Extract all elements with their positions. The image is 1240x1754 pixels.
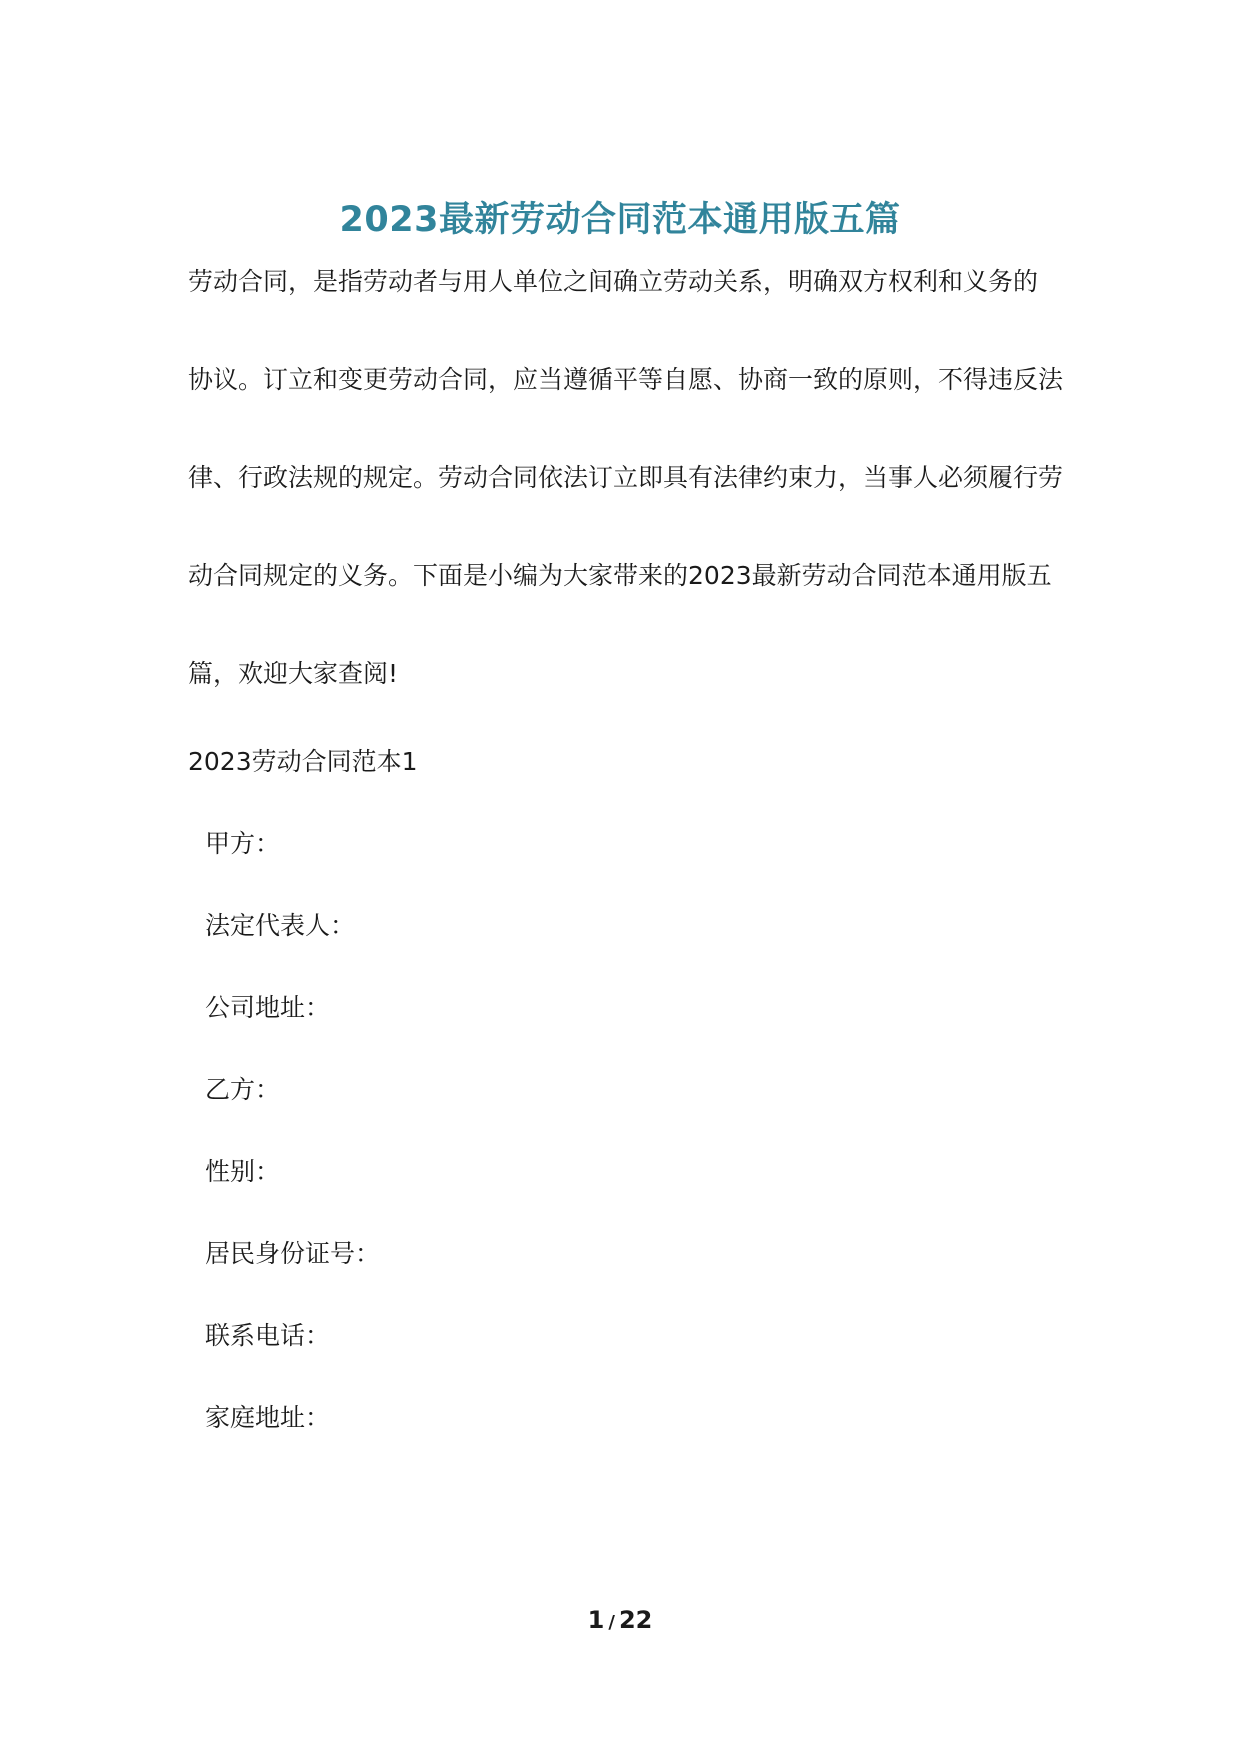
current-page: 1	[587, 1606, 605, 1634]
field-gender: 性别：	[205, 1157, 281, 1186]
field-company-address: 公司地址：	[205, 993, 331, 1022]
page-number	[0, 1604, 1240, 1639]
document-title: 2023最新劳动合同范本通用版五篇	[339, 200, 901, 240]
intro-line: 协议。订立和变更劳动合同，应当遵循平等自愿、协商一致的原则，不得违反法	[188, 365, 1064, 394]
field-legal-representative: 法定代表人：	[205, 911, 356, 940]
intro-line: 篇，欢迎大家查阅!	[188, 659, 399, 688]
field-id-number: 居民身份证号：	[205, 1239, 381, 1268]
intro-line: 律、行政法规的规定。劳动合同依法订立即具有法律约束力，当事人必须履行劳	[188, 463, 1064, 492]
section-heading: 2023劳动合同范本1	[188, 747, 418, 776]
intro-paragraph	[188, 266, 1068, 756]
field-home-address: 家庭地址：	[205, 1403, 331, 1432]
field-phone: 联系电话：	[205, 1321, 331, 1350]
total-pages: 22	[618, 1606, 653, 1634]
intro-line: 动合同规定的义务。下面是小编为大家带来的2023最新劳动合同范本通用版五	[188, 561, 1052, 590]
page-separator: /	[608, 1612, 615, 1633]
intro-line: 劳动合同，是指劳动者与用人单位之间确立劳动关系，明确双方权利和义务的	[188, 267, 1039, 296]
field-party-b: 乙方：	[205, 1075, 281, 1104]
field-party-a: 甲方：	[205, 829, 281, 858]
contract-fields	[205, 828, 380, 1484]
